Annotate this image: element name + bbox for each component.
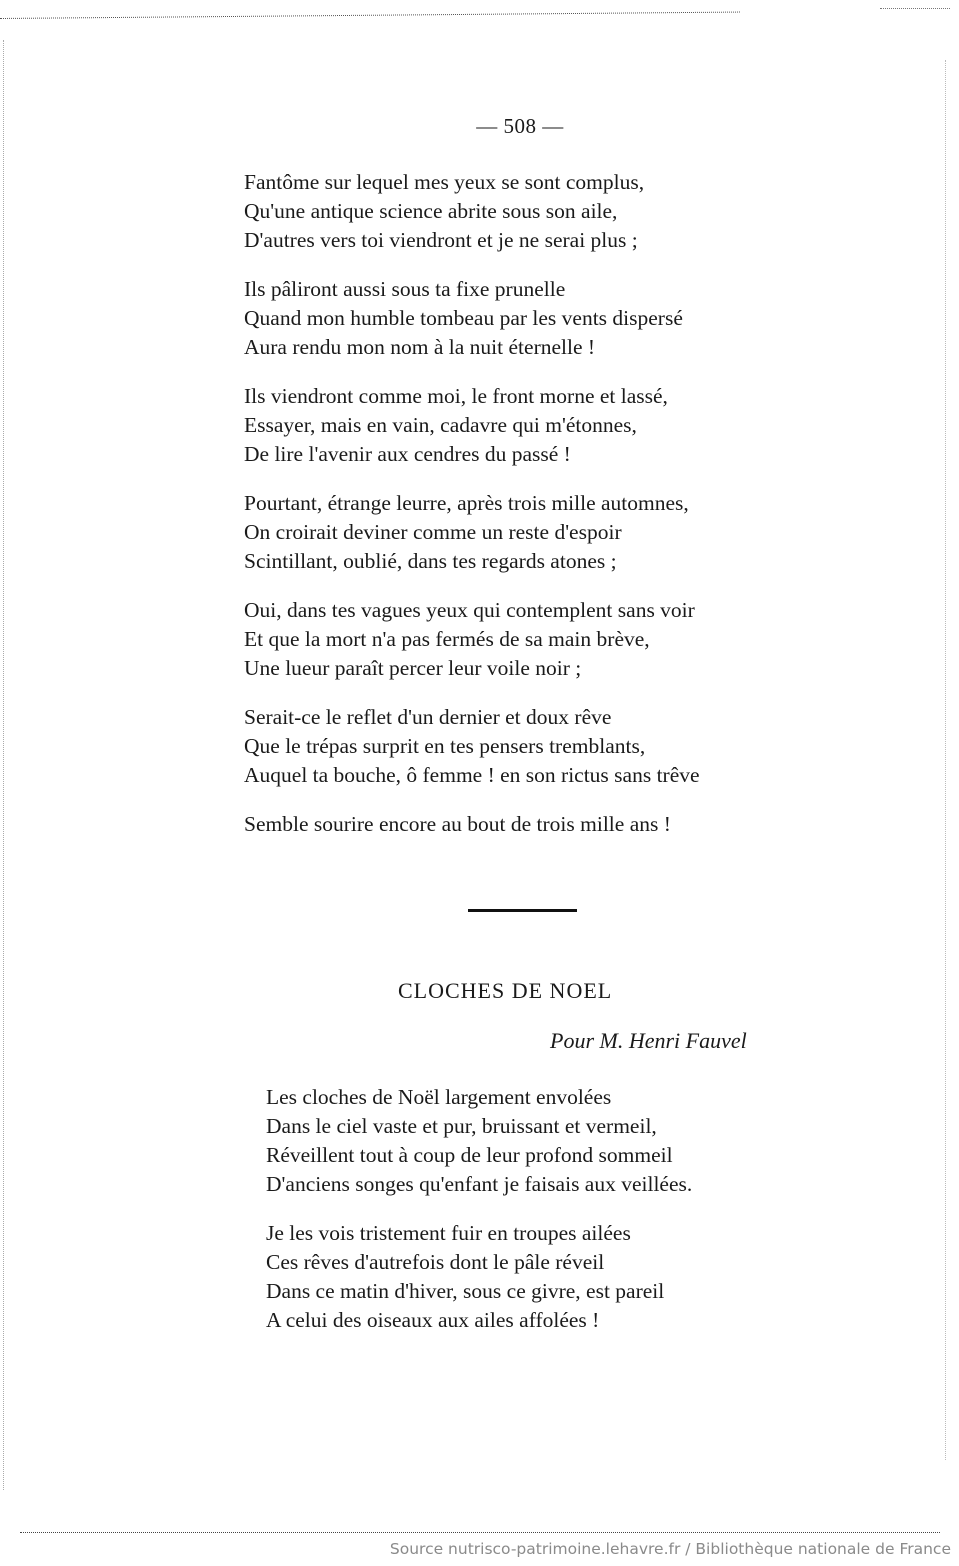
stanza bbox=[244, 703, 700, 790]
scan-top-rule bbox=[0, 12, 740, 19]
verse-line: Dans le ciel vaste et pur, bruissant et vermeil, bbox=[266, 1114, 657, 1138]
verse-line: Une lueur paraît percer leur voile noir ; bbox=[244, 656, 582, 680]
verse-line: Fantôme sur lequel mes yeux se sont complus, bbox=[244, 170, 645, 194]
poem-two bbox=[266, 1083, 692, 1355]
verse-line: Quand mon humble tombeau par les vents dispersé bbox=[244, 306, 683, 330]
verse-line: Semble sourire encore au bout de trois mille ans ! bbox=[244, 812, 671, 836]
section-divider bbox=[468, 909, 577, 912]
scan-right-edge bbox=[945, 60, 946, 1460]
verse-line: De lire l'avenir aux cendres du passé ! bbox=[244, 442, 571, 466]
stanza bbox=[244, 596, 700, 683]
scan-left-edge bbox=[3, 40, 4, 1490]
source-credit: Source nutrisco-patrimoine.lehavre.fr / Bibliothèque nationale de France bbox=[389, 1540, 951, 1558]
verse-line: D'autres vers toi viendront et je ne serai plus ; bbox=[244, 228, 638, 252]
scan-top-rule-right bbox=[880, 8, 950, 9]
stanza bbox=[244, 382, 700, 469]
stanza bbox=[244, 168, 700, 255]
verse-line: Auquel ta bouche, ô femme ! en son rictus sans trêve bbox=[244, 763, 700, 787]
verse-line: A celui des oiseaux aux ailes affolées ! bbox=[266, 1308, 600, 1332]
poem-title: CLOCHES DE NOEL bbox=[398, 978, 613, 1003]
stanza bbox=[244, 275, 700, 362]
verse-line: Ils pâliront aussi sous ta fixe prunelle bbox=[244, 277, 566, 301]
poem-one bbox=[244, 168, 700, 859]
poem-dedication: Pour M. Henri Fauvel bbox=[550, 1028, 747, 1053]
verse-line: Réveillent tout à coup de leur profond sommeil bbox=[266, 1143, 673, 1167]
verse-line: Essayer, mais en vain, cadavre qui m'étonnes, bbox=[244, 413, 637, 437]
verse-line: Serait-ce le reflet d'un dernier et doux rêve bbox=[244, 705, 612, 729]
scan-bottom-rule bbox=[20, 1532, 940, 1533]
verse-line: Qu'une antique science abrite sous son aile, bbox=[244, 199, 618, 223]
stanza bbox=[266, 1083, 692, 1199]
page-number: — 508 — bbox=[476, 114, 564, 138]
verse-line: Dans ce matin d'hiver, sous ce givre, est pareil bbox=[266, 1279, 665, 1303]
verse-line: Les cloches de Noël largement envolées bbox=[266, 1085, 612, 1109]
verse-line: Ces rêves d'autrefois dont le pâle réveil bbox=[266, 1250, 605, 1274]
verse-line: Pourtant, étrange leurre, après trois mille automnes, bbox=[244, 491, 689, 515]
verse-line: Que le trépas surprit en tes pensers tremblants, bbox=[244, 734, 646, 758]
verse-line: Scintillant, oublié, dans tes regards atones ; bbox=[244, 549, 617, 573]
verse-line: D'anciens songes qu'enfant je faisais aux veillées. bbox=[266, 1172, 693, 1196]
stanza bbox=[244, 810, 700, 839]
stanza bbox=[266, 1219, 692, 1335]
verse-line: Je les vois tristement fuir en troupes ailées bbox=[266, 1221, 631, 1245]
verse-line: On croirait deviner comme un reste d'espoir bbox=[244, 520, 622, 544]
stanza bbox=[244, 489, 700, 576]
verse-line: Et que la mort n'a pas fermés de sa main brève, bbox=[244, 627, 650, 651]
verse-line: Oui, dans tes vagues yeux qui contemplent sans voir bbox=[244, 598, 695, 622]
verse-line: Aura rendu mon nom à la nuit éternelle ! bbox=[244, 335, 596, 359]
verse-line: Ils viendront comme moi, le front morne et lassé, bbox=[244, 384, 668, 408]
